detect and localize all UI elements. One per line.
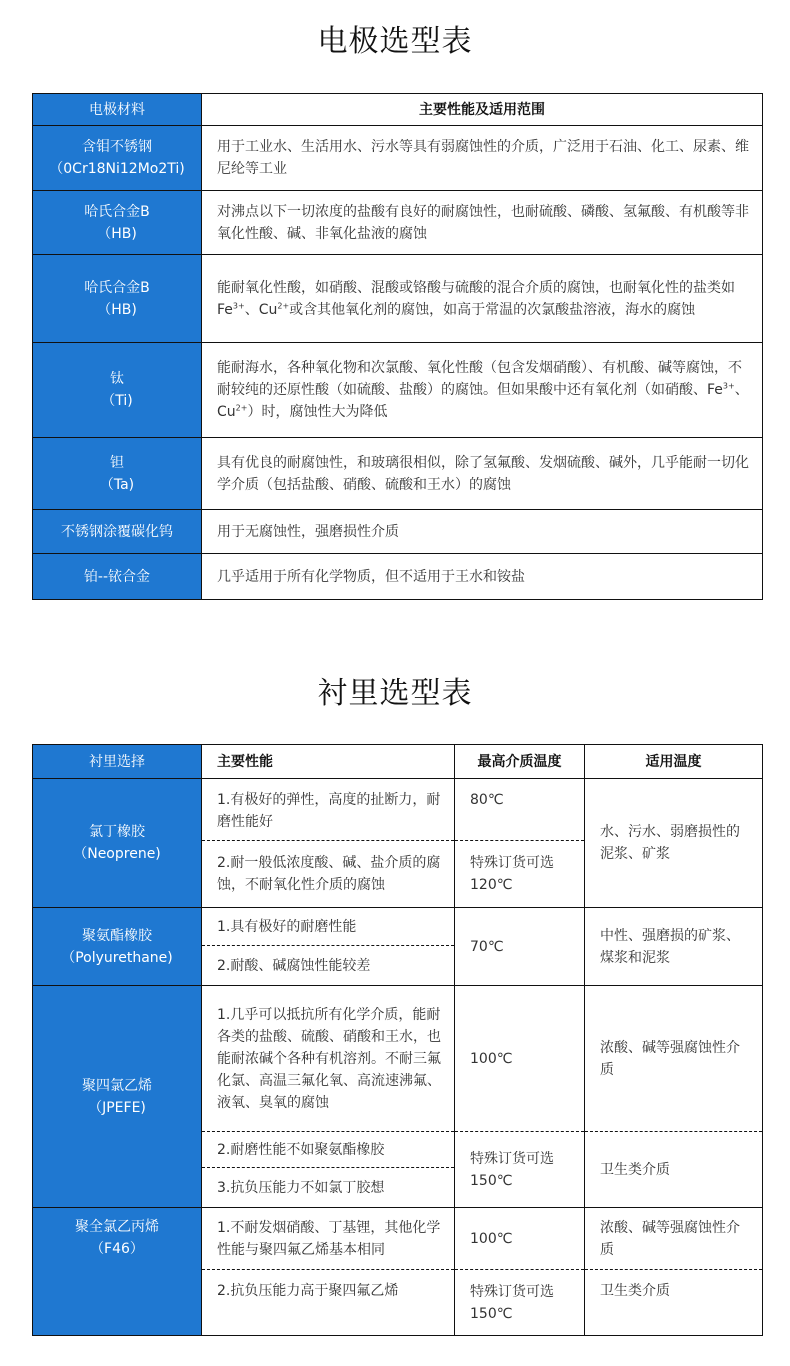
max-temp-cell: 100℃ bbox=[455, 986, 585, 1132]
header-electrode-material: 电极材料 bbox=[33, 94, 202, 126]
max-temp-cell: 100℃ bbox=[455, 1208, 585, 1270]
header-max-temp: 最高介质温度 bbox=[455, 745, 585, 779]
description-cell: 能耐氧化性酸，如硝酸、混酸或铬酸与硫酸的混合介质的腐蚀，也耐氧化性的盐类如$Fe^{3+}$、$Cu^{2+}$或含其他氧化剂的腐蚀，如高于常温的次氯酸盐溶液，海水的腐蚀 bbox=[202, 255, 763, 343]
lining-table-title: 衬里选型表 bbox=[317, 676, 473, 711]
header-performance-scope: 主要性能及适用范围 bbox=[202, 94, 763, 126]
lining-name-cell: 聚全氯乙丙烯 （F46） bbox=[33, 1208, 202, 1336]
material-code: （Ti) bbox=[101, 393, 133, 409]
electrode-table-title: 电极选型表 bbox=[317, 24, 473, 59]
description-cell: 几乎适用于所有化学物质，但不适用于王水和铵盐 bbox=[202, 554, 763, 600]
applicable-cell: 卫生类介质 bbox=[585, 1132, 763, 1208]
table-row bbox=[33, 1208, 763, 1270]
performance-cell: 2.耐磨性能不如聚氨酯橡胶 bbox=[202, 1132, 455, 1168]
table-row bbox=[33, 986, 763, 1132]
material-cell: 铂--铱合金 bbox=[33, 554, 202, 600]
table-row bbox=[33, 126, 763, 191]
description-cell: 具有优良的耐腐蚀性，和玻璃很相似，除了氢氟酸、发烟硫酸、碱外，几乎能耐一切化学介质（包括盐酸、硝酸、硫酸和王水）的腐蚀 bbox=[202, 438, 763, 510]
lining-name-cell: 聚氨酯橡胶 （Polyurethane) bbox=[33, 908, 202, 986]
table-row bbox=[33, 779, 763, 841]
performance-cell: 2.耐酸、碱腐蚀性能较差 bbox=[202, 946, 455, 986]
table-row bbox=[33, 438, 763, 510]
material-name: 哈氏合金B bbox=[84, 203, 150, 220]
lining-name-cell: 氯丁橡胶 （Neoprene) bbox=[33, 779, 202, 908]
performance-cell: 2.耐一般低浓度酸、碱、盐介质的腐蚀，不耐氧化性介质的腐蚀 bbox=[202, 841, 455, 908]
material-cell bbox=[33, 255, 202, 343]
material-name: 钽 bbox=[110, 454, 124, 471]
performance-cell: 1.具有极好的耐磨性能 bbox=[202, 908, 455, 946]
material-name: 含钼不锈钢 bbox=[82, 139, 152, 155]
performance-cell: 1.几乎可以抵抗所有化学介质，能耐各类的盐酸、硫酸、硝酸和王水，也能耐浓碱个各种有机溶剂。不耐三氟化氯、高温三氟化氧、高流速沸氟、液氧、臭氧的腐蚀 bbox=[202, 986, 455, 1132]
electrode-selection-table bbox=[32, 93, 763, 600]
applicable-cell: 中性、强磨损的矿浆、煤浆和泥浆 bbox=[585, 908, 763, 986]
description-cell: 用于工业水、生活用水、污水等具有弱腐蚀性的介质，广泛用于石油、化工、尿素、维尼纶等工业 bbox=[202, 126, 763, 191]
applicable-cell: 浓酸、碱等强腐蚀性介质 bbox=[585, 1208, 763, 1270]
header-applicable: 适用温度 bbox=[585, 745, 763, 779]
table-row bbox=[33, 191, 763, 255]
applicable-cell: 浓酸、碱等强腐蚀性介质 bbox=[585, 986, 763, 1132]
header-performance: 主要性能 bbox=[202, 745, 455, 779]
material-cell bbox=[33, 343, 202, 438]
max-temp-cell: 特殊订货可选150℃ bbox=[455, 1270, 585, 1336]
max-temp-cell: 特殊订货可选150℃ bbox=[455, 1132, 585, 1208]
table-row bbox=[33, 554, 763, 600]
material-code: （HB) bbox=[97, 301, 137, 318]
material-cell bbox=[33, 126, 202, 191]
table-row bbox=[33, 343, 763, 438]
max-temp-cell: 70℃ bbox=[455, 908, 585, 986]
performance-cell: 1.不耐发烟硝酸、丁基锂，其他化学性能与聚四氟乙烯基本相同 bbox=[202, 1208, 455, 1270]
material-code: （HB) bbox=[97, 225, 137, 242]
performance-cell: 1.有极好的弹性，高度的扯断力，耐磨性能好 bbox=[202, 779, 455, 841]
table-header-row bbox=[33, 745, 763, 779]
performance-cell: 2.抗负压能力高于聚四氟乙烯 bbox=[202, 1270, 455, 1336]
description-cell: 用于无腐蚀性，强磨损性介质 bbox=[202, 510, 763, 554]
table-row bbox=[33, 510, 763, 554]
material-code: （Ta) bbox=[99, 476, 135, 493]
max-temp-cell: 特殊订货可选120℃ bbox=[455, 841, 585, 908]
table-header-row bbox=[33, 94, 763, 126]
material-code: （0Cr18Ni12Mo2Ti) bbox=[49, 161, 185, 177]
table-row bbox=[33, 908, 763, 946]
header-lining: 衬里选择 bbox=[33, 745, 202, 779]
lining-selection-table bbox=[32, 744, 763, 1336]
material-cell: 不锈钢涂覆碳化钨 bbox=[33, 510, 202, 554]
material-name: 钛 bbox=[110, 371, 124, 387]
applicable-cell: 水、污水、弱磨损性的泥浆、矿浆 bbox=[585, 779, 763, 908]
max-temp-cell: 80℃ bbox=[455, 779, 585, 841]
table-row bbox=[33, 255, 763, 343]
description-cell: 能耐海水，各种氧化物和次氯酸、氧化性酸（包含发烟硝酸）、有机酸、碱等腐蚀，不耐较纯的还原性酸（如硫酸、盐酸）的腐蚀。但如果酸中还有氧化剂（如硝酸、$Fe^{3+}$、$Cu^{2+}$）时，腐蚀性大为降低 bbox=[202, 343, 763, 438]
material-cell bbox=[33, 191, 202, 255]
material-cell bbox=[33, 438, 202, 510]
applicable-cell: 卫生类介质 bbox=[585, 1270, 763, 1336]
performance-cell: 3.抗负压能力不如氯丁胶想 bbox=[202, 1168, 455, 1208]
material-name: 哈氏合金B bbox=[84, 279, 150, 296]
description-cell: 对沸点以下一切浓度的盐酸有良好的耐腐蚀性，也耐硫酸、磷酸、氢氟酸、有机酸等非氧化性酸、碱、非氧化盐液的腐蚀 bbox=[202, 191, 763, 255]
lining-name-cell: 聚四氯乙烯 （JPEFE) bbox=[33, 986, 202, 1208]
